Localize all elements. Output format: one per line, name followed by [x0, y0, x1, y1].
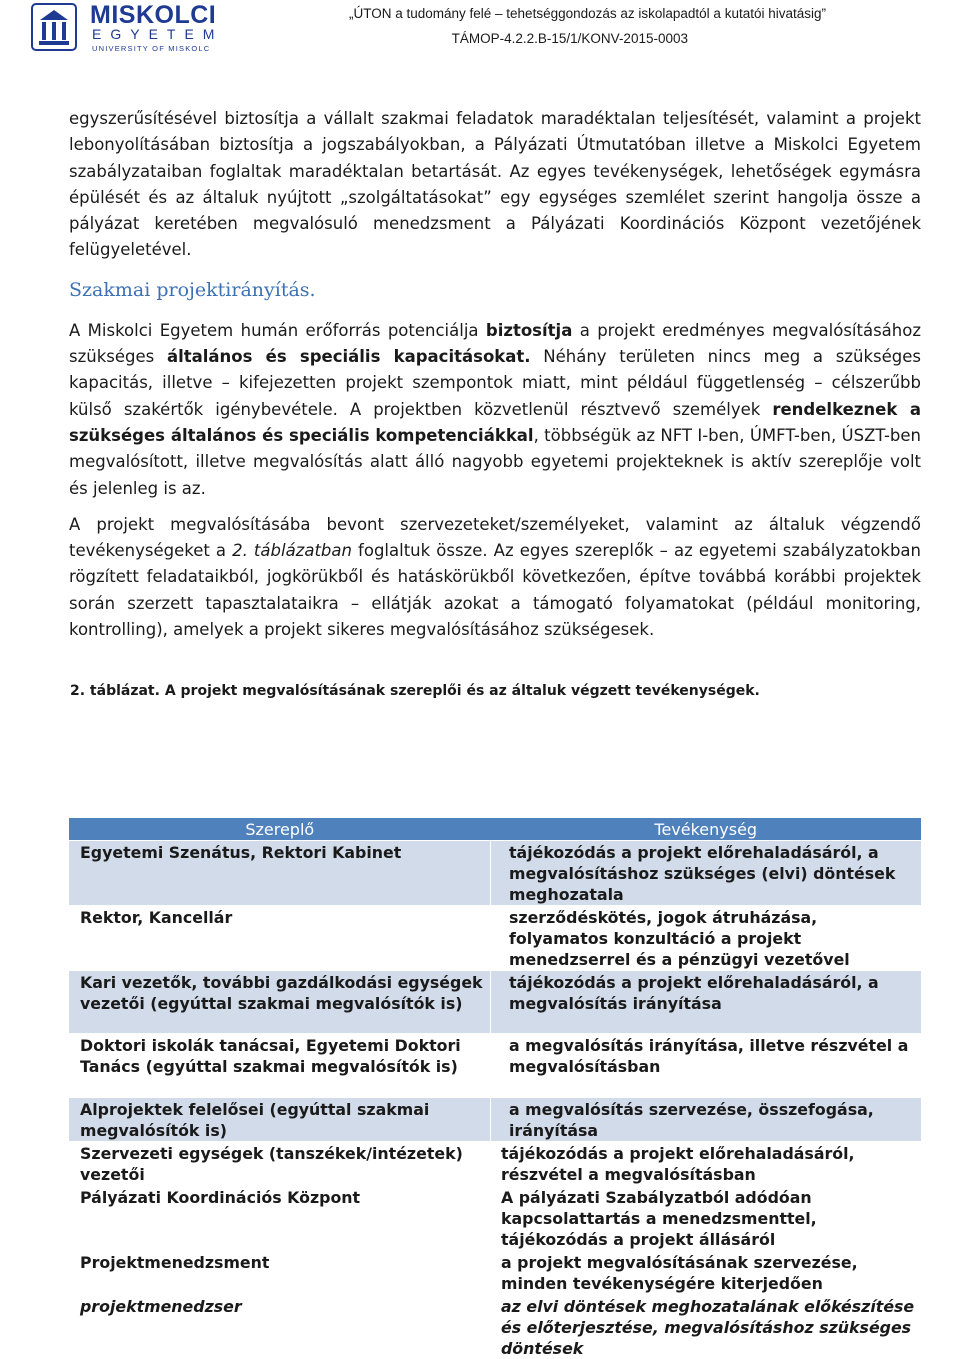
activity-cell: a projekt megvalósításának szervezése, minden tevékenységére kiterjedően — [491, 1251, 922, 1295]
table-row — [69, 1142, 921, 1186]
actor-cell: Pályázati Koordinációs Központ — [69, 1186, 491, 1251]
logo-subtitle: EGYETEM — [92, 26, 223, 42]
table-row — [69, 971, 921, 1034]
bold-text: rendelkeznek a szükséges általános és speciális kompetenciákkal — [69, 400, 921, 445]
actor-cell: Kari vezetők, további gazdálkodási egységek vezetői (egyúttal szakmai megvalósítók is) — [69, 971, 491, 1034]
column-header-activity: Tevékenység — [491, 819, 922, 841]
actor-cell: projektmenedzser — [69, 1295, 491, 1359]
table-row — [69, 1251, 921, 1295]
table-row — [69, 841, 921, 906]
activity-cell: tájékozódás a projekt előrehaladásáról, a megvalósításhoz szükséges (elvi) döntések meghozatala — [491, 841, 922, 906]
activity-cell: tájékozódás a projekt előrehaladásáról, részvétel a megvalósításban — [491, 1142, 922, 1186]
actor-cell: Doktori iskolák tanácsai, Egyetemi Doktori Tanács (egyúttal szakmai megvalósítók is) — [69, 1034, 491, 1098]
paragraph-2 — [69, 318, 921, 502]
university-logo — [30, 2, 230, 54]
text: Néhány területen nincs meg a szükséges kapacitás, illetve – kifejezetten projekt szempontok miatt, mint például függetlenség – célszerűbb külső szakértők igénybevétele. A projektben közvetlenül résztvevő személyek — [69, 347, 921, 419]
bold-text: biztosítja — [486, 321, 572, 340]
section-heading: Szakmai projektirányítás. — [69, 278, 921, 302]
table-row — [69, 1098, 921, 1142]
crest-icon — [30, 2, 78, 52]
activity-cell: tájékozódás a projekt előrehaladásáról, a megvalósítás irányítása — [491, 971, 922, 1034]
italic-text: 2. táblázatban — [232, 541, 352, 560]
project-code: TÁMOP-4.2.2.B-15/1/KONV-2015-0003 — [452, 31, 688, 46]
table-caption: 2. táblázat. A projekt megvalósításának szereplői és az általuk végzett tevékenységek. — [70, 683, 921, 699]
activity-cell: az elvi döntések meghozatalának előkészítése és előterjesztése, megvalósításhoz szükséges döntések — [491, 1295, 922, 1359]
actor-cell: Rektor, Kancellár — [69, 906, 491, 971]
text: A Miskolci Egyetem humán erőforrás potenciálja — [69, 321, 486, 340]
bold-text: általános és speciális kapacitásokat. — [167, 347, 531, 366]
table-row — [69, 906, 921, 971]
table-row — [69, 1295, 921, 1359]
paragraph-1-part-1: egyszerűsítésével biztosítja a vállalt szakmai feladatok maradéktalan teljesítését, valamint a projekt lebonyolításában biztosítja a jogszabályokban, a Pályázati Útmutatóban illetve a Miskolci Egyetem szabályzataiban foglaltak maradéktalan betartását. — [69, 109, 921, 181]
text: A projekt megvalósításába bevont szervezeteket/személyeket, valamint az általuk végzendő tevékenységeket a — [69, 515, 921, 560]
column-header-actor: Szereplő — [69, 819, 491, 841]
actor-cell: Alprojektek felelősei (egyúttal szakmai megvalósítók is) — [69, 1098, 491, 1142]
table-row — [69, 1034, 921, 1098]
logo-name: MISKOLCI — [90, 2, 216, 28]
text: a projekt eredményes megvalósításához szükséges — [69, 321, 921, 366]
page-header — [0, 0, 960, 62]
paragraph-3 — [69, 512, 921, 643]
actor-cell: Projektmenedzsment — [69, 1251, 491, 1295]
activity-cell: szerződéskötés, jogok átruházása, folyamatos konzultáció a projekt menedzserrel és a pénzügyi vezetővel — [491, 906, 922, 971]
paragraph-1 — [69, 106, 921, 264]
project-title: „ÚTON a tudomány felé – tehetséggondozás az iskolapadtól a kutatói hivatásig” — [349, 6, 826, 21]
paragraph-1-part-2: Az egyes tevékenységek, lehetőségek egymásra épülését és az általuk nyújtott „szolgáltatásokat” egy egységes szemlélet szerint hangolja össze a pályázat keretében megvalósuló menedzsment a Pályázati Koordinációs Központ vezetőjének felügyeletével. — [69, 162, 921, 260]
activity-cell: a megvalósítás szervezése, összefogása, irányítása — [491, 1098, 922, 1142]
text: , többségük az NFT I-ben, ÚMFT-ben, ÚSZT-ben megvalósított, illetve megvalósítás alatt álló nagyobb egyetemi projekteknek is aktív szereplője volt és jelenleg is az. — [69, 426, 921, 498]
activity-cell: a megvalósítás irányítása, illetve részvétel a megvalósításban — [491, 1034, 922, 1098]
actors-table — [69, 818, 921, 1359]
document-body — [69, 106, 921, 713]
actor-cell: Egyetemi Szenátus, Rektori Kabinet — [69, 841, 491, 906]
table-header-row — [69, 819, 921, 841]
logo-university: UNIVERSITY OF MISKOLC — [92, 44, 210, 53]
activity-cell: A pályázati Szabályzatból adódóan kapcsolattartás a menedzsmenttel, tájékozódás a projekt állásáról — [491, 1186, 922, 1251]
table-row — [69, 1186, 921, 1251]
actor-cell: Szervezeti egységek (tanszékek/intézetek) vezetői — [69, 1142, 491, 1186]
text: foglaltuk össze. Az egyes szereplők – az egyetemi szabályzatokban rögzített feladataikból, jogkörükből és hatáskörükből következően, építve továbbá korábbi projektek során szerzett tapasztalataikra – ellátják azokat a támogató folyamatokat (például monitoring, kontrolling), amelyek a projekt sikeres megvalósításához szükségesek. — [69, 541, 921, 639]
